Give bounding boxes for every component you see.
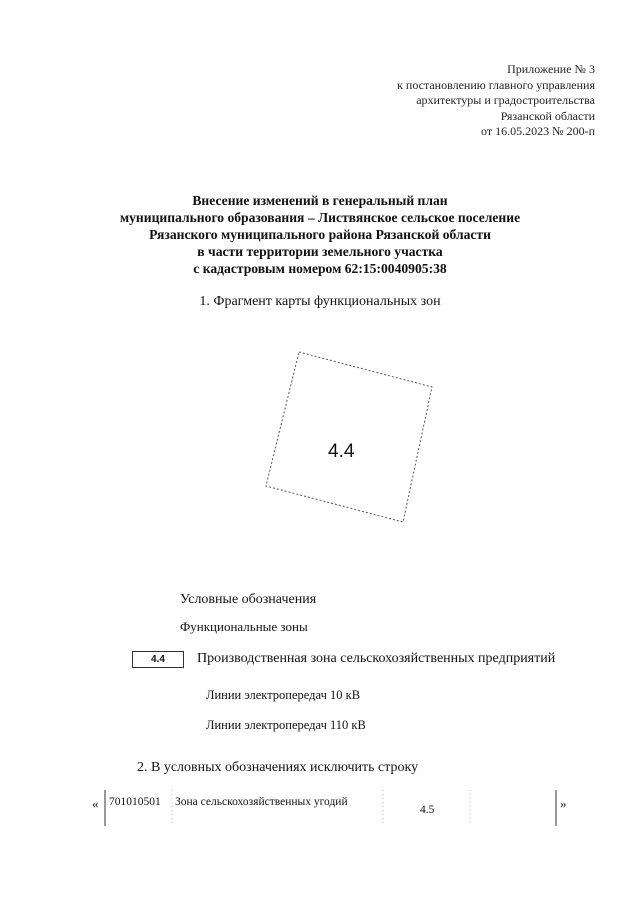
appendix-ref-line: Рязанской области: [500, 108, 595, 123]
excluded-row-index: 4.5: [420, 804, 435, 816]
title-line: с кадастровым номером 62:15:0040905:38: [193, 261, 447, 276]
appendix-number: Приложение № 3: [507, 62, 595, 76]
title-line: Рязанского муниципального района Рязанской области: [149, 227, 491, 242]
title-line: муниципального образования – Листвянское сельское поселение: [119, 210, 521, 225]
excluded-row-code: 701010501: [109, 796, 161, 808]
land-plot-boundary: [266, 352, 432, 522]
quote-close: »: [560, 796, 567, 811]
legend-zone-swatch: 4.4: [132, 651, 184, 668]
section-2-heading: 2. В условных обозначениях исключить строку: [137, 760, 419, 775]
quote-open: «: [92, 796, 99, 811]
legend-zone-name: Производственная зона сельскохозяйственных предприятий: [197, 651, 556, 666]
document-title: [0, 192, 640, 277]
legend-title: Условные обозначения: [180, 592, 317, 607]
appendix-date: от 16.05.2023 № 200-п: [481, 124, 595, 138]
title-line: в части территории земельного участка: [197, 244, 443, 259]
appendix-ref-line: архитектуры и градостроительства: [416, 93, 595, 107]
legend-power-line-110kv: Линии электропередач 110 кВ: [206, 718, 366, 732]
map-zone-label: 4.4: [328, 441, 355, 462]
appendix-ref-line: к постановлению главного управления: [397, 77, 595, 92]
section-1-heading: 1. Фрагмент карты функциональных зон: [199, 294, 441, 309]
excluded-row-name: Зона сельскохозяйственных угодий: [175, 796, 348, 808]
legend-subtitle: Функциональные зоны: [180, 619, 308, 634]
legend-power-line-10kv: Линии электропередач 10 кВ: [206, 688, 361, 702]
title-line: Внесение изменений в генеральный план: [192, 193, 448, 208]
appendix-header: [397, 62, 595, 140]
